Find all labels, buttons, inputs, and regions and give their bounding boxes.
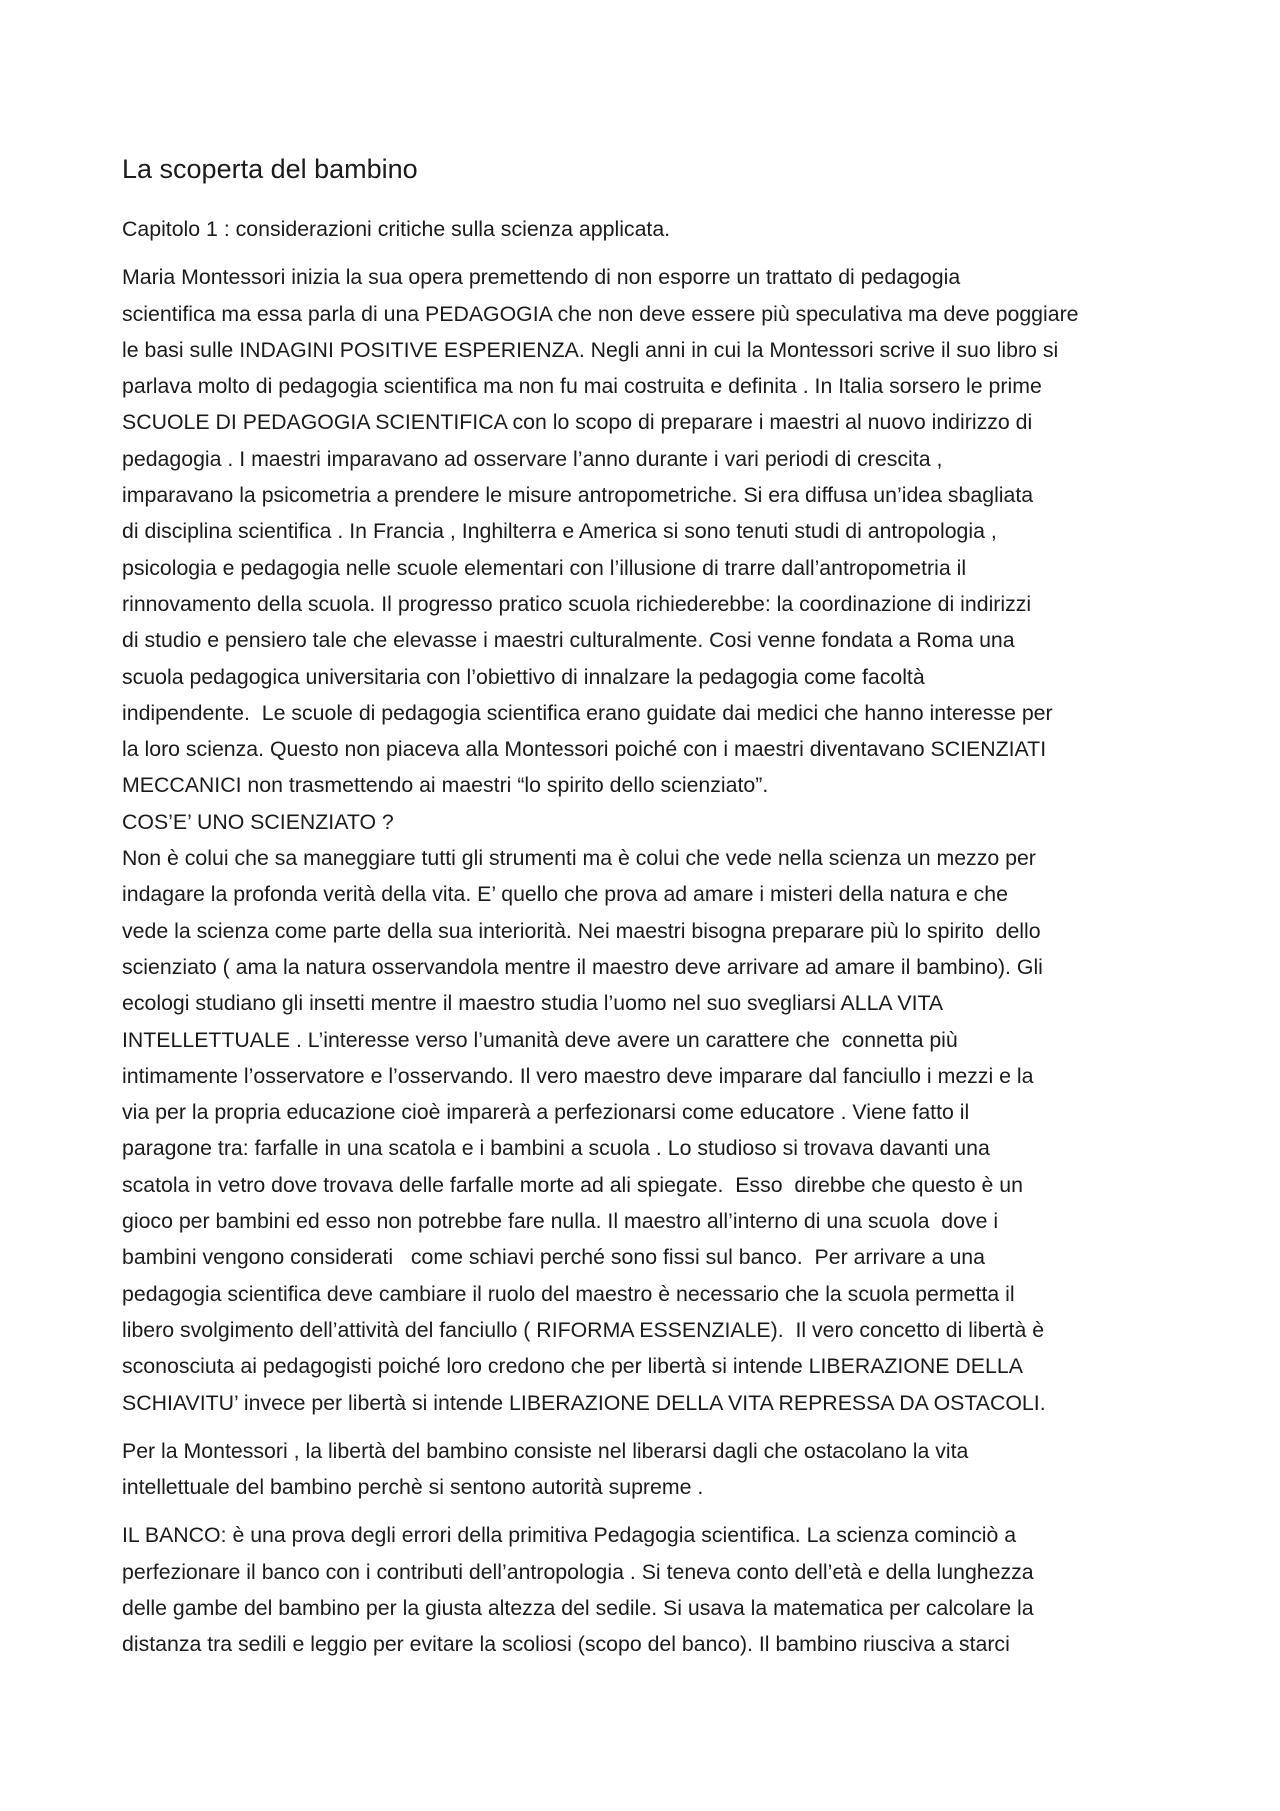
text-line: scatola in vetro dove trovava delle farfalle morte ad ali spiegate. Esso direbbe che questo è un bbox=[122, 1172, 1023, 1197]
document-title: La scoperta del bambino bbox=[122, 154, 418, 184]
document-body bbox=[122, 151, 1172, 1675]
text-line: psicologia e pedagogia nelle scuole elementari con l’illusione di trarre dall’antropometria il bbox=[122, 555, 967, 580]
text-line: scuola pedagogica universitaria con l’obiettivo di innalzare la pedagogia come facoltà bbox=[122, 664, 925, 689]
chapter-heading: Capitolo 1 : considerazioni critiche sulla scienza applicata. bbox=[122, 217, 671, 241]
text-line: SCUOLE DI PEDAGOGIA SCIENTIFICA con lo scopo di preparare i maestri al nuovo indirizzo di bbox=[122, 410, 1033, 435]
text-line: COS’E’ UNO SCIENZIATO ? bbox=[122, 809, 394, 834]
paragraph-2 bbox=[122, 1433, 1172, 1506]
text-line: paragone tra: farfalle in una scatola e i bambini a scuola . Lo studioso si trovava davanti una bbox=[122, 1136, 990, 1161]
text-line: imparavano la psicometria a prendere le misure antropometriche. Si era diffusa un’idea sbagliata bbox=[122, 483, 1034, 508]
text-line: Non è colui che sa maneggiare tutti gli strumenti ma è colui che vede nella scienza un mezzo per bbox=[122, 846, 1036, 871]
text-line: di disciplina scientifica . In Francia , Inghilterra e America si sono tenuti studi di antropologia , bbox=[122, 519, 997, 544]
text-line: scienziato ( ama la natura osservandola mentre il maestro deve arrivare ad amare il bambino). Gli bbox=[122, 954, 1043, 979]
text-line: MECCANICI non trasmettendo ai maestri “lo spirito dello scienziato”. bbox=[122, 773, 769, 798]
text-line: ecologi studiano gli insetti mentre il maestro studia l’uomo nel suo svegliarsi ALLA VITA bbox=[122, 991, 944, 1016]
text-line: pedagogia scientifica deve cambiare il ruolo del maestro è necessario che la scuola permetta il bbox=[122, 1281, 1015, 1306]
text-line: scientifica ma essa parla di una PEDAGOGIA che non deve essere più speculativa ma deve poggiare bbox=[122, 301, 1079, 326]
text-line: intellettuale del bambino perchè si sentono autorità supreme . bbox=[122, 1475, 704, 1500]
text-line: le basi sulle INDAGINI POSITIVE ESPERIENZA. Negli anni in cui la Montessori scrive il suo libro si bbox=[122, 337, 1059, 362]
text-line: vede la scienza come parte della sua interiorità. Nei maestri bisogna preparare più lo spirito dello bbox=[122, 918, 1041, 943]
text-line: indipendente. Le scuole di pedagogia scientifica erano guidate dai medici che hanno interesse per bbox=[122, 700, 1053, 725]
text-line: SCHIAVITU’ invece per libertà si intende LIBERAZIONE DELLA VITA REPRESSA DA OSTACOLI. bbox=[122, 1390, 1046, 1415]
text-line: la loro scienza. Questo non piaceva alla Montessori poiché con i maestri diventavano SCIENZIATI bbox=[122, 737, 1047, 762]
text-line: libero svolgimento dell’attività del fanciullo ( RIFORMA ESSENZIALE). Il vero concetto di libertà è bbox=[122, 1317, 1045, 1342]
text-line: INTELLETTUALE . L’interesse verso l’umanità deve avere un carattere che connetta più bbox=[122, 1027, 958, 1052]
text-line: di studio e pensiero tale che elevasse i maestri culturalmente. Cosi venne fondata a Roma una bbox=[122, 628, 1015, 653]
text-line: pedagogia . I maestri imparavano ad osservare l’anno durante i vari periodi di crescita , bbox=[122, 446, 943, 471]
text-line: parlava molto di pedagogia scientifica ma non fu mai costruita e definita . In Italia sorsero le prime bbox=[122, 374, 1042, 399]
paragraph-3 bbox=[122, 1517, 1172, 1662]
text-line: rinnovamento della scuola. Il progresso pratico scuola richiederebbe: la coordinazione di indirizzi bbox=[122, 591, 1032, 616]
text-line: indagare la profonda verità della vita. E’ quello che prova ad amare i misteri della natura e che bbox=[122, 882, 1008, 907]
paragraph-1 bbox=[122, 259, 1172, 1421]
text-line: via per la propria educazione cioè imparerà a perfezionarsi come educatore . Viene fatto il bbox=[122, 1100, 970, 1125]
text-line: Maria Montessori inizia la sua opera premettendo di non esporre un trattato di pedagogia bbox=[122, 265, 961, 290]
text-line: perfezionare il banco con i contributi dell’antropologia . Si teneva conto dell’età e della lunghezza bbox=[122, 1559, 1034, 1584]
text-line: delle gambe del bambino per la giusta altezza del sedile. Si usava la matematica per calcolare la bbox=[122, 1595, 1034, 1620]
text-line: sconosciuta ai pedagogisti poiché loro credono che per libertà si intende LIBERAZIONE DELLA bbox=[122, 1354, 1023, 1379]
text-line: intimamente l’osservatore e l’osservando. Il vero maestro deve imparare dal fanciullo i mezzi e la bbox=[122, 1063, 1034, 1088]
text-line: distanza tra sedili e leggio per evitare la scoliosi (scopo del banco). Il bambino riusciva a starci bbox=[122, 1632, 1010, 1657]
text-line: IL BANCO: è una prova degli errori della primitiva Pedagogia scientifica. La scienza cominciò a bbox=[122, 1523, 1017, 1548]
text-line: gioco per bambini ed esso non potrebbe fare nulla. Il maestro all’interno di una scuola dove i bbox=[122, 1209, 999, 1234]
text-line: Per la Montessori , la libertà del bambino consiste nel liberarsi dagli che ostacolano la vita bbox=[122, 1438, 969, 1463]
text-line: bambini vengono considerati come schiavi perché sono fissi sul banco. Per arrivare a una bbox=[122, 1245, 985, 1270]
